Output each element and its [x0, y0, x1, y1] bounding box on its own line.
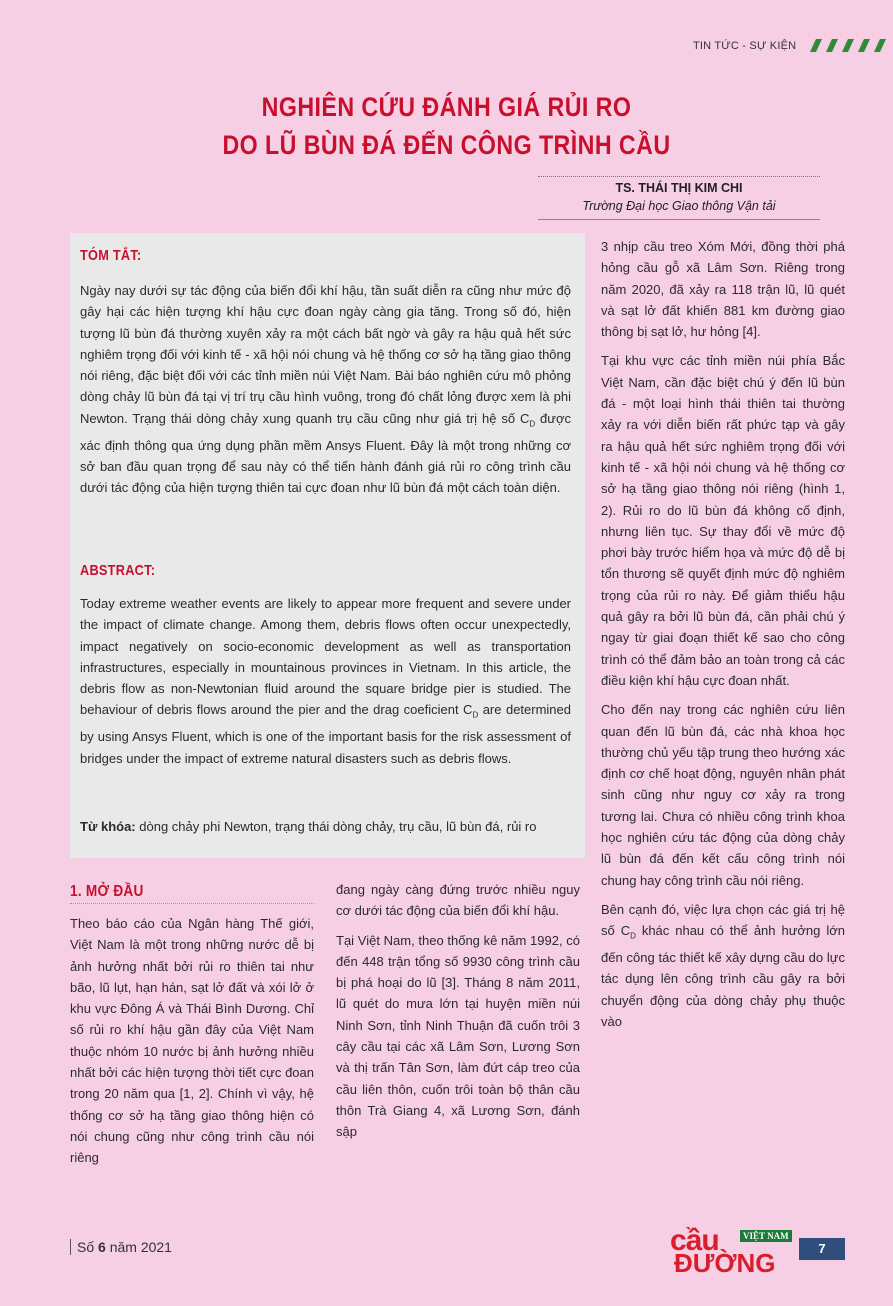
- abstract-heading: ABSTRACT:: [80, 562, 156, 579]
- tomtat-heading: TÓM TẮT:: [80, 247, 142, 264]
- abstract-paragraph: Today extreme weather events are likely to appear more frequent and severe under the impact of climate change. Among them, debris flows often occur unexpectedly, impact negatively on socio-economic development as well as transportation infrastructures, especially in mountainous provinces in Vietnam. In this article, the debris flow as non-Newtonian fluid around the square bridge pier is studied. The behaviour of debris flows around the pier and the drag coeficient $C_D$ are determined by using Ansys Fluent, which is one of the important basis for the risk assessment of bridges under the impact of extreme natural disasters such as debris flows.: [80, 596, 571, 766]
- keywords-label: Từ khóa:: [80, 819, 136, 834]
- intro-col2: [336, 879, 580, 1151]
- issue-info: [70, 1239, 172, 1255]
- logo-top-text: cầu: [670, 1224, 719, 1257]
- author-divider-bottom: [538, 219, 820, 220]
- author-affiliation: Trường Đại học Giao thông Vận tải: [582, 199, 776, 213]
- author-divider-top: [538, 176, 820, 177]
- stripes-decoration-icon: [806, 39, 888, 52]
- intro-col3-paragraph-2: Tại khu vực các tỉnh miền núi phía Bắc Việt Nam, cần đặc biệt chú ý đến lũ bùn đá - một loại hình thái thiên tai thường xảy ra với diễn biến rất phức tạp và gây ra hậu quả hết sức nghiêm trọng đối với kinh tế - xã hội nói chung và hệ thống cơ sở hạ tầng giao thông nói riêng (hình 1, 2). Rủi ro do lũ bùn đá không cố định, nhưng liên tục. Sự thay đổi về mức độ phơi bày trước hiểm họa và mức độ dễ bị tổn thương sẽ quyết định mức độ nghiêm trọng của rủi ro này. Để giảm thiểu hậu quả gây ra bởi lũ bùn đá, cần phải chú ý ngay từ giai đoạn thiết kế sao cho công trình có thể đảm bảo an toàn trong cả các điều kiện khí hậu cực đoan nhất.: [601, 353, 845, 688]
- page-number: 7: [799, 1238, 845, 1260]
- intro-heading: 1. MỞ ĐẦU: [70, 883, 144, 900]
- logo-bottom-text: ĐƯỜNG: [674, 1248, 776, 1278]
- logo-badge: VIỆT NAM: [740, 1230, 792, 1242]
- article-title-line1: NGHIÊN CỨU ĐÁNH GIÁ RỦI RO: [261, 92, 632, 122]
- intro-col3-paragraph-3: Cho đến nay trong các nghiên cứu liên quan đến lũ bùn đá, các nhà khoa học thường chủ yếu tập trung theo hướng xác định cơ chế hoạt động, nguyên nhân phát sinh cũng như nguy cơ xảy ra trong tương lai. Chưa có nhiều công trình khoa học nghiên cứu tác động của dòng chảy lũ bùn đá đến kết cấu công trình nói chung hay công trình cầu nói riêng.: [601, 702, 845, 888]
- intro-col3-paragraph-1: 3 nhịp cầu treo Xóm Mới, đồng thời phá hỏng cầu gỗ xã Lâm Sơn. Riêng trong năm 2020, đã xảy ra 118 trận lũ, lũ quét và sạt lở đất khiến 881 km đường giao thông bị sạt lở, hư hỏng [4].: [601, 239, 845, 340]
- tomtat-paragraph: Ngày nay dưới sự tác động của biến đổi khí hậu, tần suất diễn ra cũng như mức độ gây hại các hiện tượng khí hậu cực đoan ngày càng gia tăng. Trong số đó, hiện tượng lũ bùn đá thường xuyên xảy ra một cách bất ngờ và gây ra hậu quả hết sức nghiêm trọng đối với kinh tế - xã hội nói chung và hệ thống cơ sở hạ tầng giao thông nói riêng, đặc biệt đối với các tỉnh miền núi Việt Nam. Bài báo nghiên cứu mô phỏng dòng chảy lũ bùn đá tại vị trí trụ cầu hình vuông, trong đó chất lỏng được xem là phi Newton. Trạng thái dòng chảy xung quanh trụ cầu cũng như giá trị hệ số $C_D$ được xác định thông qua ứng dụng phần mềm Ansys Fluent. Đây là một trong những cơ sở ban đầu quan trọng để sau này có thể tiến hành đánh giá rủi ro công trình cầu dưới tác động của hiện tượng thiên tai cực đoan như lũ bùn đá một cách toàn diện.: [80, 283, 571, 496]
- issue-number: 6: [98, 1239, 106, 1255]
- intro-col1: [70, 913, 314, 1169]
- intro-col2-paragraph-2: Tại Việt Nam, theo thống kê năm 1992, có đến 448 trận tổng số 9930 công trình cầu bị phá hoại do lũ [3]. Tháng 8 năm 2011, lũ quét do mưa lớn tại huyện miền núi Ninh Sơn, tỉnh Ninh Thuận đã cuốn trôi 3 cây cầu tại các xã Lâm Sơn, Lương Sơn và thị trấn Tân Sơn, làm đứt cáp treo của cầu liên thôn, cuốn trôi toàn bộ thân cầu thôn Trà Giang 4, xã Lương Sơn, đánh sập: [336, 932, 580, 1140]
- author-name: TS. THÁI THỊ KIM CHI: [615, 181, 743, 195]
- intro-divider: [70, 903, 314, 904]
- intro-col3-paragraph-4: Bên cạnh đó, việc lựa chọn các giá trị hệ số $C_D$ khác nhau có thể ảnh hưởng lớn đến công tác thiết kế xây dựng cầu do lực tác dụng lên công trình cầu gây ra bởi chuyển động của dòng chảy phụ thuộc vào: [601, 901, 845, 1029]
- intro-col3: [601, 236, 845, 1040]
- magazine-logo: [670, 1226, 792, 1282]
- intro-col2-paragraph-1: đang ngày càng đứng trước nhiều nguy cơ dưới tác động của biến đổi khí hậu.: [336, 882, 580, 919]
- issue-suffix: năm 2021: [109, 1239, 172, 1255]
- article-title-line2: DO LŨ BÙN ĐÁ ĐẾN CÔNG TRÌNH CẦU: [222, 130, 671, 160]
- keywords: [80, 816, 571, 837]
- intro-col1-paragraph-1: Theo báo cáo của Ngân hàng Thế giới, Việt Nam là một trong những nước dễ bị ảnh hưởng nhất bởi rủi ro thiên tai như bão, lũ lụt, hạn hán, sạt lở đất và xói lở ở khu vực Đông Á và Thái Bình Dương. Chỉ số rủi ro khí hậu gần đây của Việt Nam thuộc nhóm 10 nước bị ảnh hưởng nhiều nhất bởi các hiện tượng thời tiết cực đoan trong 20 năm qua [1, 2]. Chính vì vậy, hệ thống cơ sở hạ tầng giao thông hiện có nói chung cũng như công trình cầu nói riêng: [70, 916, 314, 1166]
- issue-prefix: Số: [70, 1239, 94, 1255]
- section-tag: TIN TỨC - SỰ KIỆN: [693, 40, 797, 52]
- keywords-text: dòng chảy phi Newton, trạng thái dòng chảy, trụ cầu, lũ bùn đá, rủi ro: [135, 819, 537, 834]
